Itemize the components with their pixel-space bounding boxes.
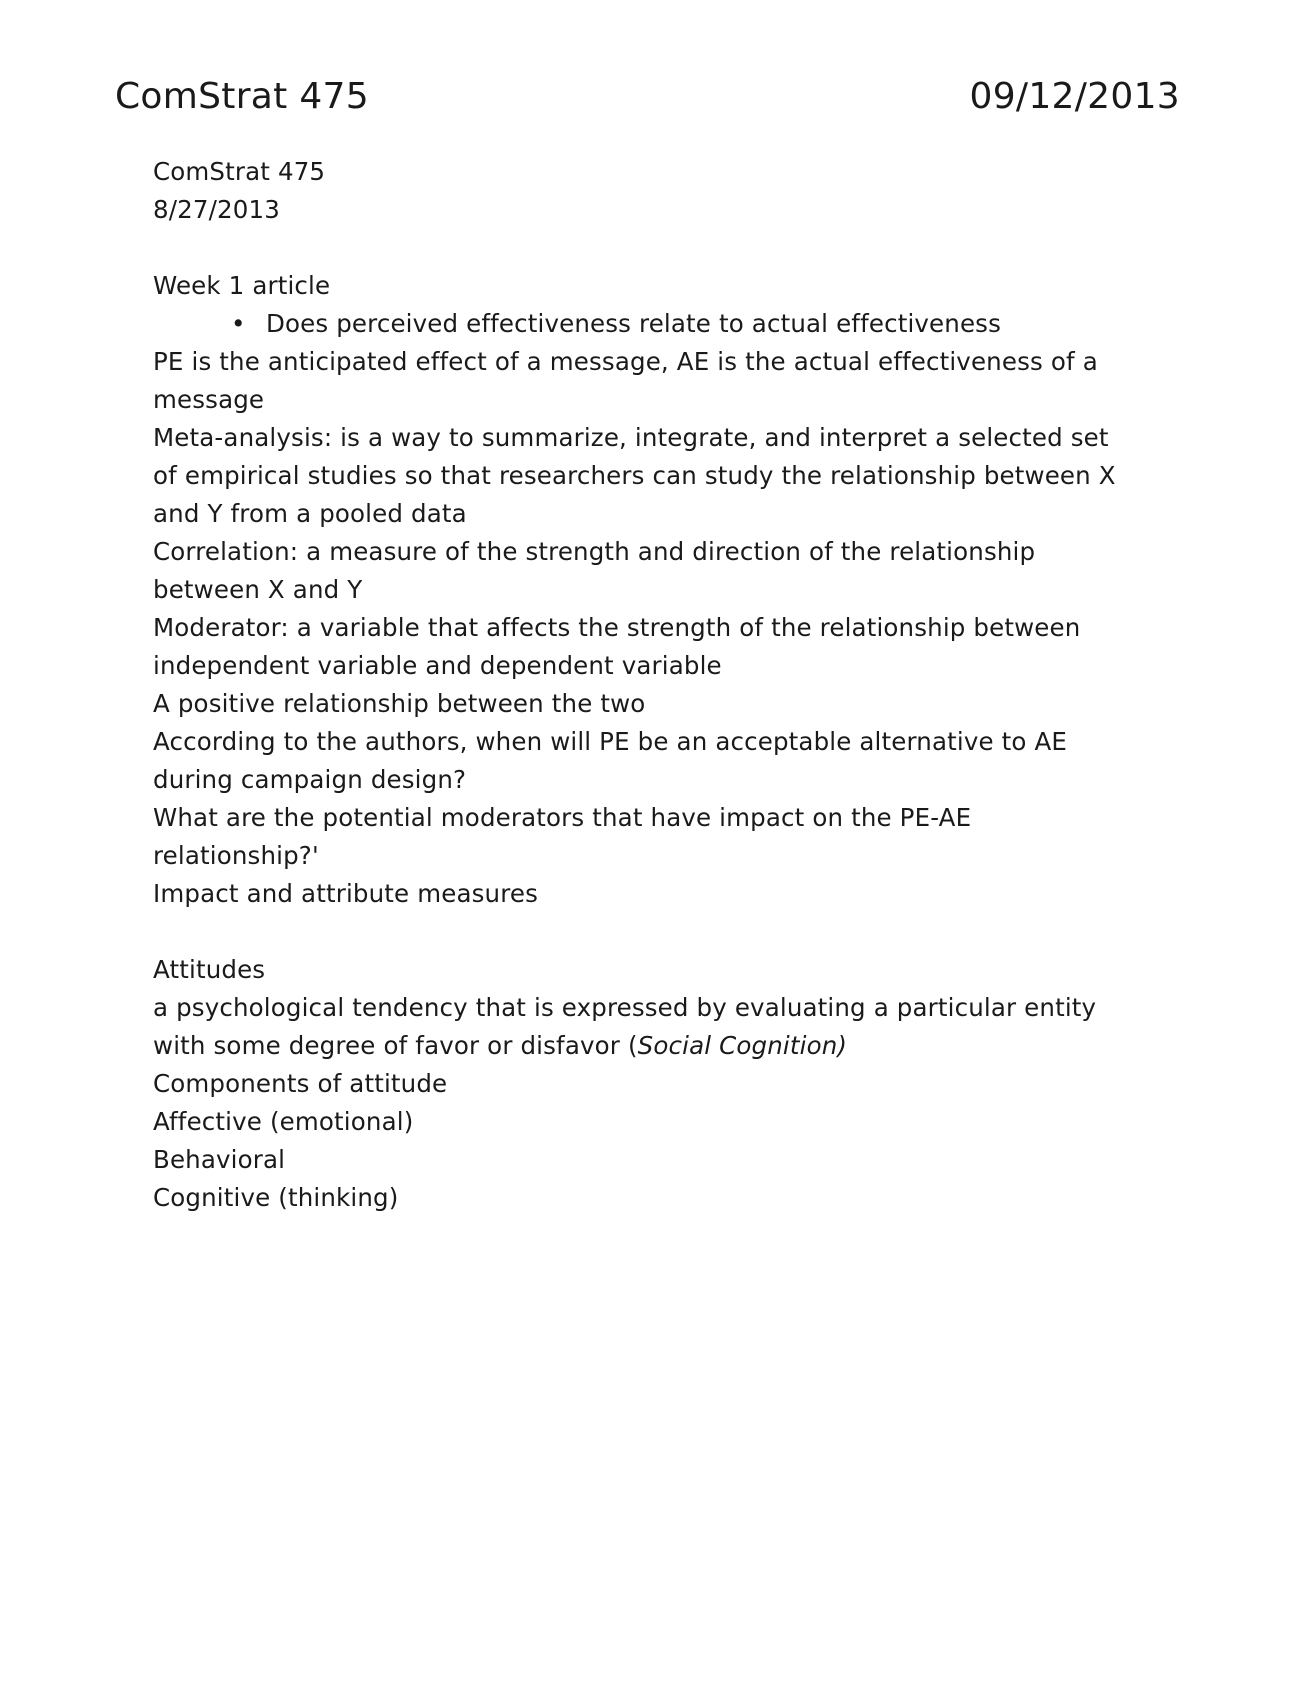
bullet-item <box>153 305 1163 343</box>
note-line: and Y from a pooled data <box>153 499 467 528</box>
note-line: According to the authors, when will PE be an acceptable alternative to AE <box>153 727 1068 756</box>
attitudes-definition-line: a psychological tendency that is expressed by evaluating a particular entity <box>153 993 1097 1022</box>
note-line: of empirical studies so that researchers can study the relationship between X <box>153 461 1116 490</box>
note-line: message <box>153 385 265 414</box>
attitudes-definition-line <box>153 1027 1163 1065</box>
note-line: Meta-analysis: is a way to summarize, integrate, and interpret a selected set <box>153 423 1109 452</box>
note-line: Moderator: a variable that affects the strength of the relationship between <box>153 613 1081 642</box>
note-line: independent variable and dependent variable <box>153 651 722 680</box>
notes-date: 8/27/2013 <box>153 195 280 224</box>
note-line: Impact and attribute measures <box>153 879 539 908</box>
note-line: What are the potential moderators that have impact on the PE-AE <box>153 803 972 832</box>
blank-line <box>153 229 1163 267</box>
notes-course: ComStrat 475 <box>153 157 326 186</box>
note-line: A positive relationship between the two <box>153 689 646 718</box>
components-heading: Components of attitude <box>153 1069 448 1098</box>
component-item: Affective (emotional) <box>153 1107 414 1136</box>
header-date: 09/12/2013 <box>969 76 1180 117</box>
note-line: relationship?' <box>153 841 319 870</box>
page-header <box>115 72 1180 122</box>
week-heading: Week 1 article <box>153 271 331 300</box>
bullet-icon: • <box>231 309 246 338</box>
note-line: during campaign design? <box>153 765 467 794</box>
notes-body <box>153 153 1163 1217</box>
note-line: Correlation: a measure of the strength and direction of the relationship <box>153 537 1036 566</box>
source-citation: Social Cognition) <box>637 1031 848 1060</box>
attitudes-heading: Attitudes <box>153 955 266 984</box>
component-item: Cognitive (thinking) <box>153 1183 399 1212</box>
blank-line <box>153 913 1163 951</box>
note-line: PE is the anticipated effect of a message, AE is the actual effectiveness of a <box>153 347 1098 376</box>
header-course-title: ComStrat 475 <box>115 76 369 117</box>
component-item: Behavioral <box>153 1145 286 1174</box>
attitudes-definition-text: with some degree of favor or disfavor ( <box>153 1031 638 1060</box>
note-line: between X and Y <box>153 575 363 604</box>
bullet-text: Does perceived effectiveness relate to actual effectiveness <box>266 309 1002 338</box>
